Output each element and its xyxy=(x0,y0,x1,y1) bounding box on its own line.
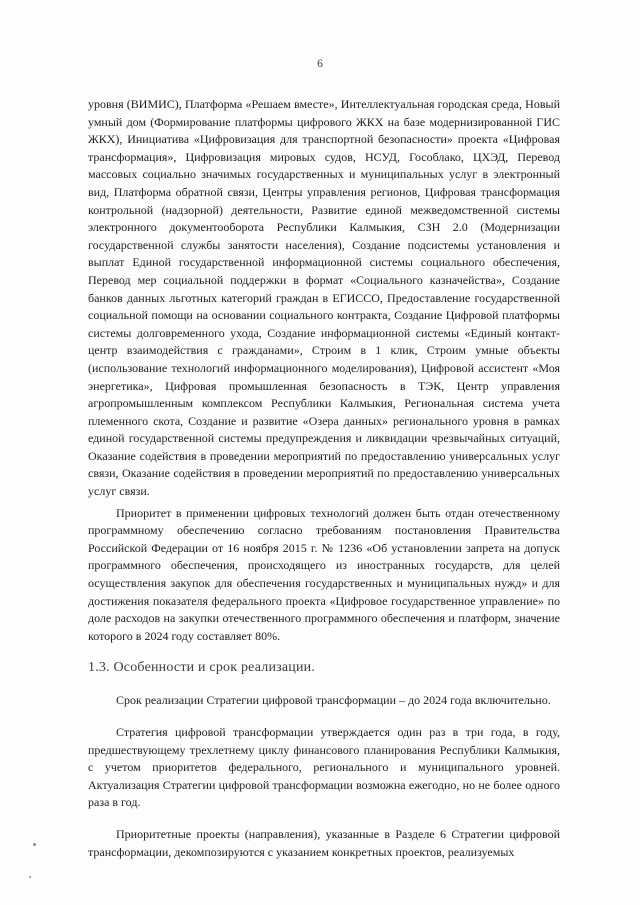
page-number: 6 xyxy=(317,58,323,70)
document-body xyxy=(88,96,560,861)
paragraph-implementation-term: Срок реализации Стратегии цифровой трансформации – до 2024 года включительно. xyxy=(116,693,551,708)
scan-speck xyxy=(33,843,36,846)
section-heading: 1.3. Особенности и срок реализации. xyxy=(88,660,316,676)
paragraph-strategy-approval: Стратегия цифровой трансформации утверждается один раз в три года, в году, предшествующему трехлетнему циклу финансового планирования Республики Калмыкия, с учетом приоритетов федерального, регионального и муниципального уровней. Актуализация Стратегии цифровой трансформации возможна ежегодно, но не более одного раза в год. xyxy=(88,725,560,810)
paragraph-project-list: уровня (ВИМИС), Платформа «Решаем вместе», Интеллектуальная городская среда, Новый умный дом (Формирование платформы цифрового ЖКХ на базе модернизированной ГИС ЖКХ), Инициатива «Цифровизация для транспортной безопасности» проекта «Цифровая трансформация», Цифровизация мировых судов, НСУД, Гособлако, ЦХЭД, Перевод массовых социально значимых государственных и муниципальных услуг в электронный вид, Платформа обратной связи, Центры управления регионов, Цифровая трансформация контрольной (надзорной) деятельности, Развитие единой межведомственной системы электронного документооборота Республики Калмыкия, СЗН 2.0 (Модернизации государственной службы занятости населения), Создание подсистемы установления и выплат Единой государственной информационной системы социального обеспечения, Перевод мер социальной поддержки в формат «Социального казначейства», Создание банков данных льготных категорий граждан в ЕГИССО, Предоставление государственной социальной помощи на основании социального контракта, Создание Цифровой платформы системы долговременного ухода, Создание информационной системы «Единый контакт-центр взаимодействия с гражданами», Строим в 1 клик, Строим умные объекты (использование технологий информационного моделирования), Цифровой ассистент «Моя энергетика», Цифровая промышленная безопасность в ТЭК, Центр управления агропромышленным комплексом Республики Калмыкия, Региональная система учета племенного скота, Создание и развитие «Озера данных» регионального уровня в рамках единой государственной системы предупреждения и ликвидации чрезвычайных ситуаций, Оказание содействия в проведении мероприятий по предоставлению универсальных услуг связи, Оказание содействия в проведении мероприятий по предоставлению универсальных услуг связи. xyxy=(88,97,560,499)
paragraph-priority-projects: Приоритетные проекты (направления), указанные в Разделе 6 Стратегии цифровой трансформации, декомпозируются с указанием конкретных проектов, реализуемых xyxy=(88,826,560,859)
scan-speck xyxy=(29,876,31,878)
paragraph-domestic-software-priority: Приоритет в применении цифровых технологий должен быть отдан отечественному программному обеспечению согласно требованиям постановления Правительства Российской Федерации от 16 ноября 2015 г. № 1236 «Об установлении запрета на допуск программного обеспечения, происходящего из иностранных государств, для целей осуществления закупок для обеспечения государственных и муниципальных нужд» и для достижения показателя федерального проекта «Цифровое государственное управление» по доле расходов на закупки отечественного программного обеспечения и платформ, значение которого в 2024 году составляет 80%. xyxy=(88,505,560,643)
